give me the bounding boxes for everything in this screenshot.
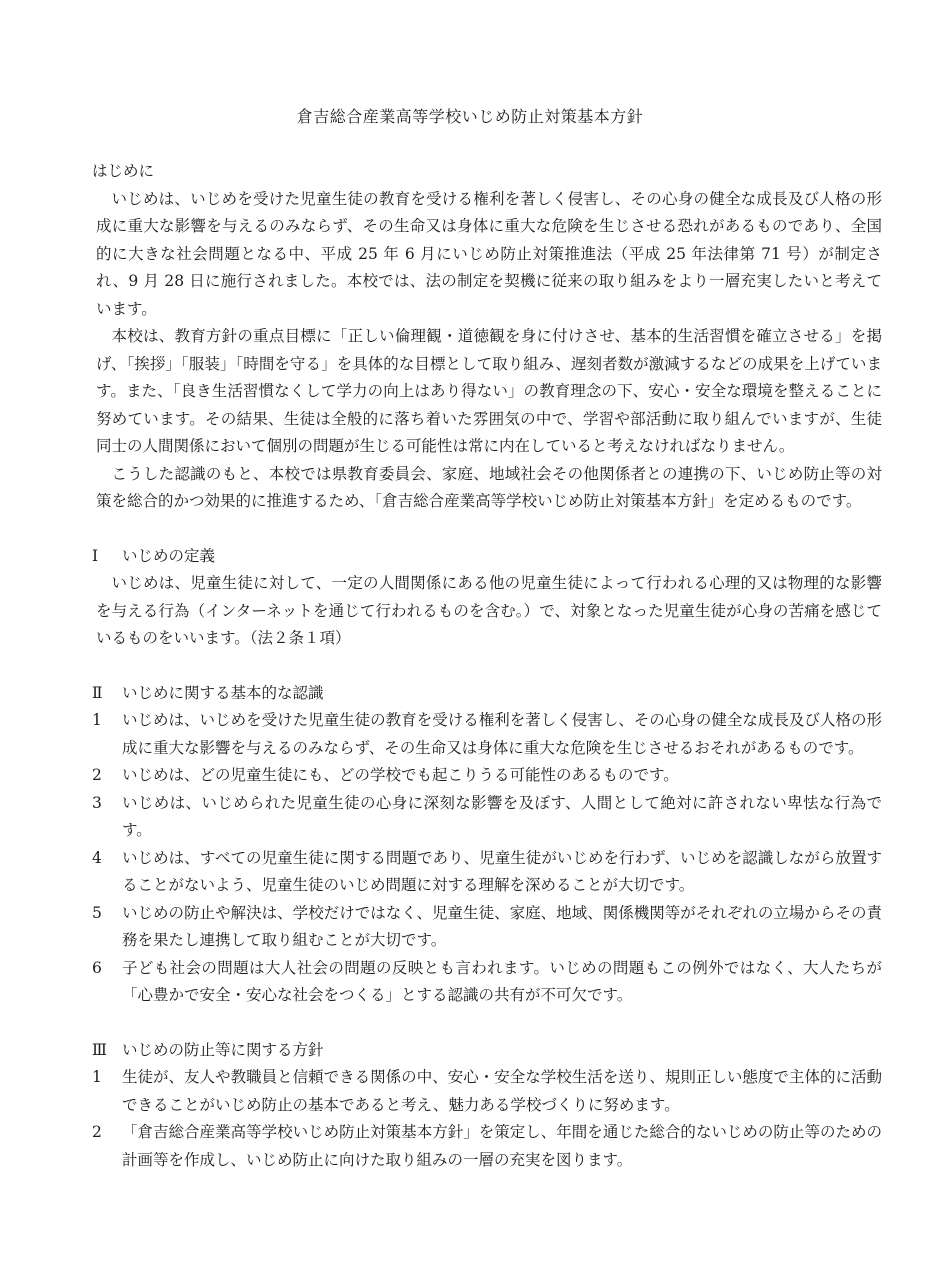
section-spacer: [92, 516, 882, 543]
intro-paragraph: いじめは、いじめを受けた児童生徒の教育を受ける権利を著しく侵害し、その心身の健全な成長及び人格の形成に重大な影響を与えるのみならず、その生命又は身体に重大な危険を生じさせる恐れがあるものであり、全国的に大きな社会問題となる中、平成 25 年 6 月にいじめ防止対策推進法（平成 25 年法律第 71 号）が制定され、9 月 28 日に施行されました。本校では、法の制定を契機に従来の取り組みをより一層充実したいと考えています。: [96, 189, 882, 318]
list-item-number: 6: [92, 958, 102, 977]
list-item-text: いじめは、すべての児童生徒に関する問題であり、児童生徒がいじめを行わず、いじめを認識しながら放置することがないよう、児童生徒のいじめ問題に対する理解を深めることが大切です。: [122, 848, 882, 894]
list-item-text: 子ども社会の問題は大人社会の問題の反映とも言われます。いじめの問題もこの例外ではなく、大人たちが「心豊かで安全・安心な社会をつくる」とする認識の共有が不可欠です。: [122, 958, 882, 1004]
list-item: [92, 900, 882, 955]
list-item: [92, 762, 882, 790]
list-item: [92, 1119, 882, 1174]
section-title: いじめの防止等に関する方針: [122, 1040, 324, 1059]
document-title: 倉吉総合産業高等学校いじめ防止対策基本方針: [296, 107, 644, 126]
section-title: いじめの定義: [122, 546, 216, 565]
section-spacer: [92, 653, 882, 680]
list-item: [92, 845, 882, 900]
list-item: [92, 955, 882, 1010]
list-item-text: いじめの防止や解決は、学校だけではなく、児童生徒、家庭、地域、関係機関等がそれぞれの立場からその責務を果たし連携して取り組むことが大切です。: [122, 903, 882, 949]
intro-paragraph: こうした認識のもと、本校では県教育委員会、家庭、地域社会その他関係者との連携の下、いじめ防止等の対策を総合的かつ効果的に推進するため、「倉吉総合産業高等学校いじめ防止対策基本方針」を定めるものです。: [96, 464, 882, 510]
section-spacer: [92, 1010, 882, 1037]
list-item: [92, 790, 882, 845]
list-item-text: 「倉吉総合産業高等学校いじめ防止対策基本方針」を策定し、年間を通じた総合的ないじめの防止等のための計画等を作成し、いじめ防止に向けた取り組みの一層の充実を図ります。: [122, 1123, 882, 1169]
list-item-text: いじめは、どの児童生徒にも、どの学校でも起こりうる可能性のあるものです。: [122, 766, 679, 784]
prevention-policy-heading: [92, 1037, 882, 1065]
list-item-number: 3: [92, 793, 102, 812]
list-item-number: 5: [92, 903, 102, 922]
list-item: [92, 707, 882, 762]
list-item-number: 4: [92, 848, 102, 867]
section-number: Ⅱ: [92, 683, 103, 702]
definition-section: [92, 543, 882, 653]
list-item-text: 生徒が、友人や教職員と信頼できる関係の中、安心・安全な学校生活を送り、規則正しい態度で主体的に活動できることがいじめ防止の基本であると考え、魅力ある学校づくりに努めます。: [122, 1068, 882, 1114]
definition-paragraph: いじめは、児童生徒に対して、一定の人間関係にある他の児童生徒によって行われる心理的又は物理的な影響を与える行為（インターネットを通じて行われるものを含む。）で、対象となった児童生徒が心身の苦痛を感じているものをいいます。（法２条１項）: [96, 574, 882, 647]
list-item-number: 1: [92, 711, 102, 729]
intro-paragraph: 本校は、教育方針の重点目標に「正しい倫理観・道徳観を身に付けさせ、基本的生活習慣を確立させる」を掲げ、「挨拶」「服装」「時間を守る」を具体的な目標として取り組み、遅刻者数が激減するなどの成果を上げています。また、「良き生活習慣なくして学力の向上はあり得ない」の教育理念の下、安心・安全な環境を整えることに努めています。その結果、生徒は全般的に落ち着いた雰囲気の中で、学習や部活動に取り組んでいますが、生徒同士の人間関係において個別の問題が生じる可能性は常に内在していると考えなければなりません。: [96, 327, 882, 455]
section-number: Ⅰ: [92, 546, 99, 565]
list-item-number: 1: [92, 1068, 102, 1086]
basic-recognition-heading: [92, 680, 882, 708]
list-item: [92, 1064, 882, 1119]
intro-section: [92, 158, 882, 516]
recognition-list: [92, 707, 882, 1010]
document-body: [92, 158, 882, 1174]
definition-heading: [92, 543, 882, 571]
prevention-policy-section: [92, 1037, 882, 1175]
policy-list: [92, 1064, 882, 1174]
intro-heading: はじめに: [92, 162, 155, 180]
list-item-text: いじめは、いじめを受けた児童生徒の教育を受ける権利を著しく侵害し、その心身の健全な成長及び人格の形成に重大な影響を与えるのみならず、その生命又は身体に重大な危険を生じさせるおそれがあるものです。: [122, 711, 882, 757]
list-item-number: 2: [92, 766, 102, 784]
section-title: いじめに関する基本的な認識: [122, 683, 324, 702]
section-number: Ⅲ: [92, 1040, 107, 1059]
list-item-text: いじめは、いじめられた児童生徒の心身に深刻な影響を及ぼす、人間として絶対に許されない卑怯な行為です。: [122, 793, 882, 839]
list-item-number: 2: [92, 1123, 102, 1141]
basic-recognition-section: [92, 680, 882, 1010]
